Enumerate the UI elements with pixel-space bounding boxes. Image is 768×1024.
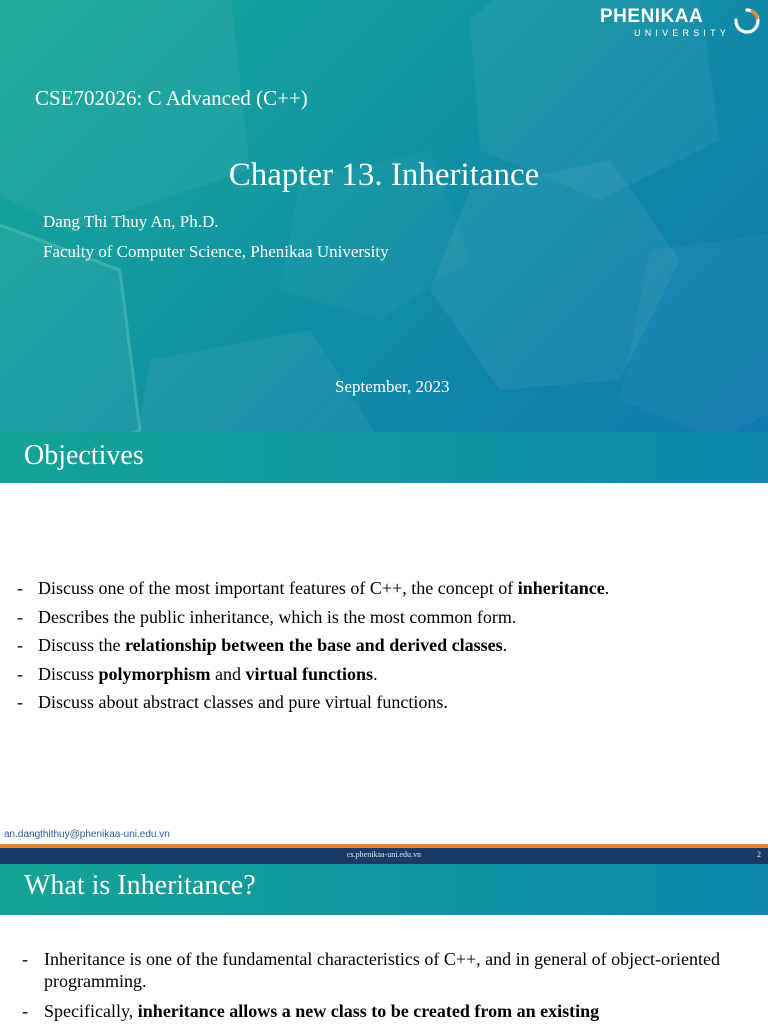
phenikaa-logo <box>600 4 760 44</box>
presentation-date: September, 2023 <box>335 377 450 396</box>
bold-text: virtual functions <box>245 663 374 684</box>
text: and <box>210 663 246 684</box>
text: . <box>502 635 508 656</box>
bullet-dash-icon: - <box>17 635 23 656</box>
text: Discuss one of the most important features of C++, the concept of <box>38 578 518 598</box>
list-item <box>22 948 742 992</box>
bullet-dash-icon: - <box>22 949 28 969</box>
faculty-name: Faculty of Computer Science, Phenikaa University <box>43 242 389 261</box>
list-item <box>17 688 609 717</box>
bold-text: inheritance allows a new class to be created from an existing <box>137 1001 600 1021</box>
title-slide <box>0 0 768 432</box>
author-email: an.dangthithuy@phenikaa-uni.edu.vn <box>4 829 170 840</box>
list-item <box>17 574 609 603</box>
text: Discuss the <box>38 635 125 656</box>
logo-wordmark: PHENIKAA <box>600 6 704 27</box>
bullet-dash-icon: - <box>17 578 23 598</box>
text: . <box>373 663 378 684</box>
slide-header-band <box>0 864 768 915</box>
objectives-list <box>17 574 609 717</box>
slide-title: What is Inheritance? <box>24 870 256 901</box>
slide-footer <box>0 848 768 864</box>
text: Discuss about abstract classes and pure virtual functions. <box>38 692 448 713</box>
text: Describes the public inheritance, which is the most common form. <box>38 606 517 627</box>
slide-header-band <box>0 432 768 483</box>
text: Discuss <box>38 663 99 684</box>
bullet-dash-icon: - <box>17 663 23 684</box>
list-item <box>17 603 609 632</box>
inheritance-list <box>22 948 742 1024</box>
text: Specifically, <box>44 1001 138 1021</box>
bold-text: relationship between the base and derived classes <box>125 635 503 656</box>
logo-subtitle: UNIVERSITY <box>634 28 731 38</box>
list-item <box>17 631 609 660</box>
course-code: CSE702026: C Advanced (C++) <box>35 86 308 110</box>
slide-number: 2 <box>757 850 761 859</box>
what-is-inheritance-slide <box>0 864 768 1024</box>
chapter-title: Chapter 13. Inheritance <box>228 157 540 193</box>
bold-text: polymorphism <box>98 663 211 684</box>
text: . <box>604 578 610 598</box>
bold-text: inheritance <box>517 578 605 598</box>
phenikaa-ring-icon <box>730 6 760 40</box>
bullet-dash-icon: - <box>22 1001 28 1021</box>
author-name: Dang Thi Thuy An, Ph.D. <box>43 212 219 231</box>
list-item <box>22 1000 742 1022</box>
objectives-slide <box>0 432 768 864</box>
footer-website: cs.phenikaa-uni.edu.vn <box>347 850 421 859</box>
list-item <box>17 660 609 689</box>
text: Inheritance is one of the fundamental characteristics of C++, and in general of object-oriented programming. <box>44 949 721 991</box>
bullet-dash-icon: - <box>17 692 23 713</box>
bullet-dash-icon: - <box>17 606 23 627</box>
slide-title: Objectives <box>24 440 144 471</box>
